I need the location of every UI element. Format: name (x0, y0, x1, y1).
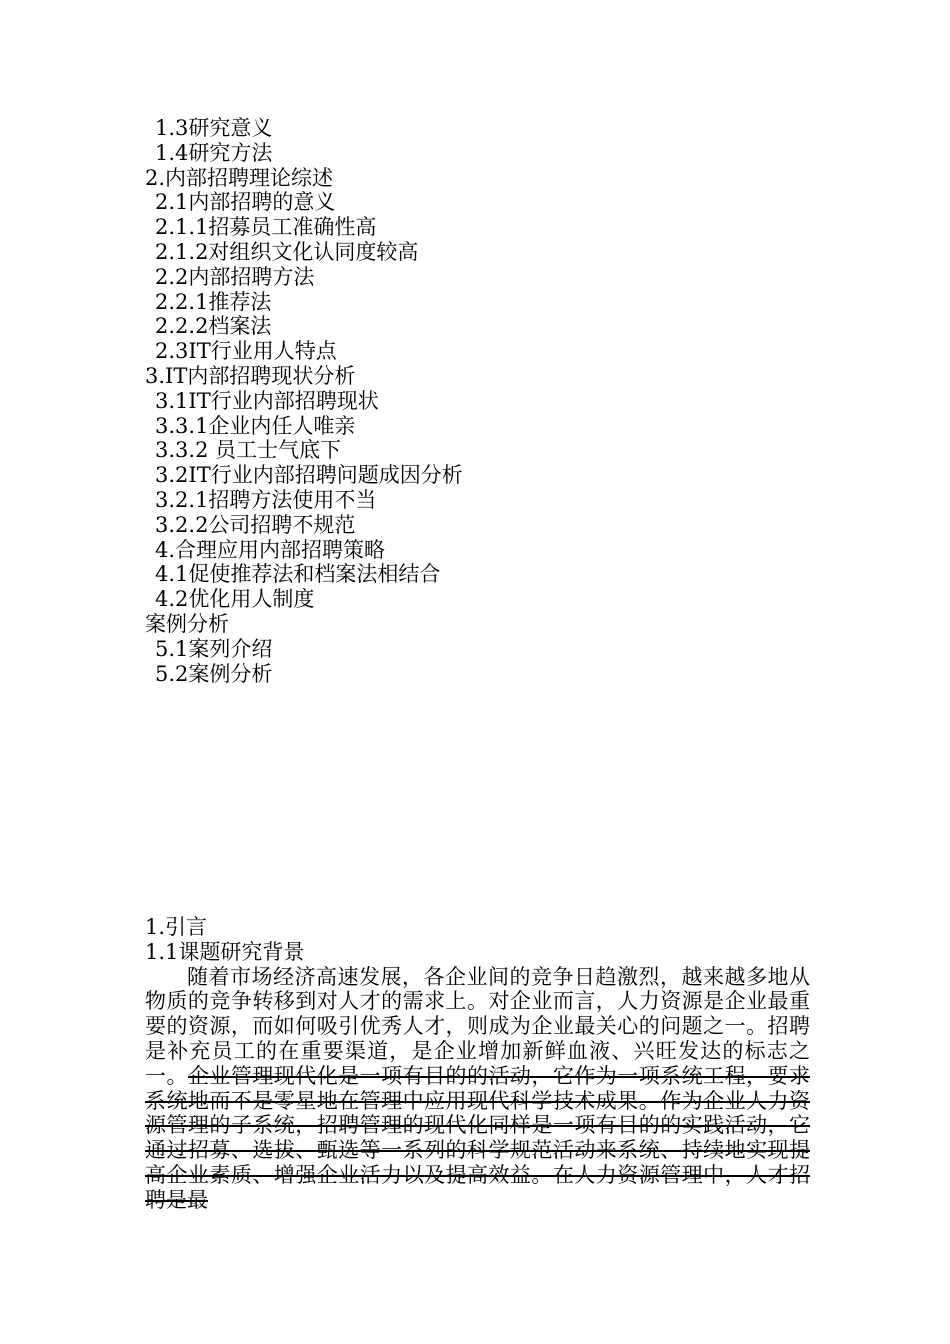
toc-entry: 案例分析 (145, 611, 229, 636)
table-of-contents (145, 116, 845, 686)
toc-entry: 2.内部招聘理论综述 (145, 165, 334, 190)
deleted-text: 企业管理现代化是一项有目的的活动，它作为一项系统工程，要求系统地而不是零星地在管理中应用现代科学技术成果。作为企业人力资源管理的子系统，招聘管理的现代化同样是一项有目的的实践活动，它通过招募、选拔、甄选等一系列的科学规范活动来系统、持续地实现提高企业素质、增强企业活力以及提高效益。在人力资源管理中，人才招聘是最 (145, 1063, 811, 1212)
toc-entry: 2.1内部招聘的意义 (155, 190, 336, 215)
toc-entry: 3.2.1招聘方法使用不当 (155, 487, 377, 512)
background-paragraph (145, 965, 810, 1213)
toc-entry: 3.1IT行业内部招聘现状 (155, 388, 379, 413)
toc-entry: 2.2.1推荐法 (155, 289, 272, 314)
toc-entry: 3.IT内部招聘现状分析 (145, 363, 356, 388)
toc-entry: 2.1.1招募员工准确性高 (155, 215, 377, 240)
toc-entry: 5.1案列介绍 (155, 636, 273, 661)
toc-entry: 3.2IT行业内部招聘问题成因分析 (155, 463, 463, 488)
toc-entry: 2.3IT行业用人特点 (155, 339, 337, 364)
toc-entry: 2.2内部招聘方法 (155, 264, 315, 289)
paragraph-text: 随着市场经济高速发展，各企业间的竞争日趋激烈，越来越多地从物质的竞争转移到对人才的需求上。对企业而言，人力资源是企业最重要的资源，而如何吸引优秀人才，则成为企业最关心的问题之一。招聘是补充员工的在重要渠道，是企业增加新鲜血液、兴旺发达的标志之一。 (145, 964, 810, 1088)
chapter-heading: 1.引言 (145, 915, 208, 939)
toc-entry: 5.2案例分析 (155, 661, 273, 686)
toc-entry: 3.3.2 员工士气底下 (155, 438, 342, 463)
toc-entry: 3.3.1企业内任人唯亲 (155, 413, 356, 438)
toc-entry: 2.1.2对组织文化认同度较高 (155, 239, 419, 264)
toc-entry: 4.合理应用内部招聘策略 (155, 537, 386, 562)
toc-entry: 4.1促使推荐法和档案法相结合 (155, 562, 441, 587)
toc-entry: 4.2优化用人制度 (155, 587, 315, 612)
toc-entry: 3.2.2公司招聘不规范 (155, 512, 356, 537)
body-section (145, 915, 810, 1213)
toc-entry: 1.4研究方法 (155, 140, 273, 165)
section-heading: 1.1课题研究背景 (145, 939, 305, 964)
toc-entry: 1.3研究意义 (155, 116, 273, 140)
toc-entry: 2.2.2档案法 (155, 314, 272, 339)
